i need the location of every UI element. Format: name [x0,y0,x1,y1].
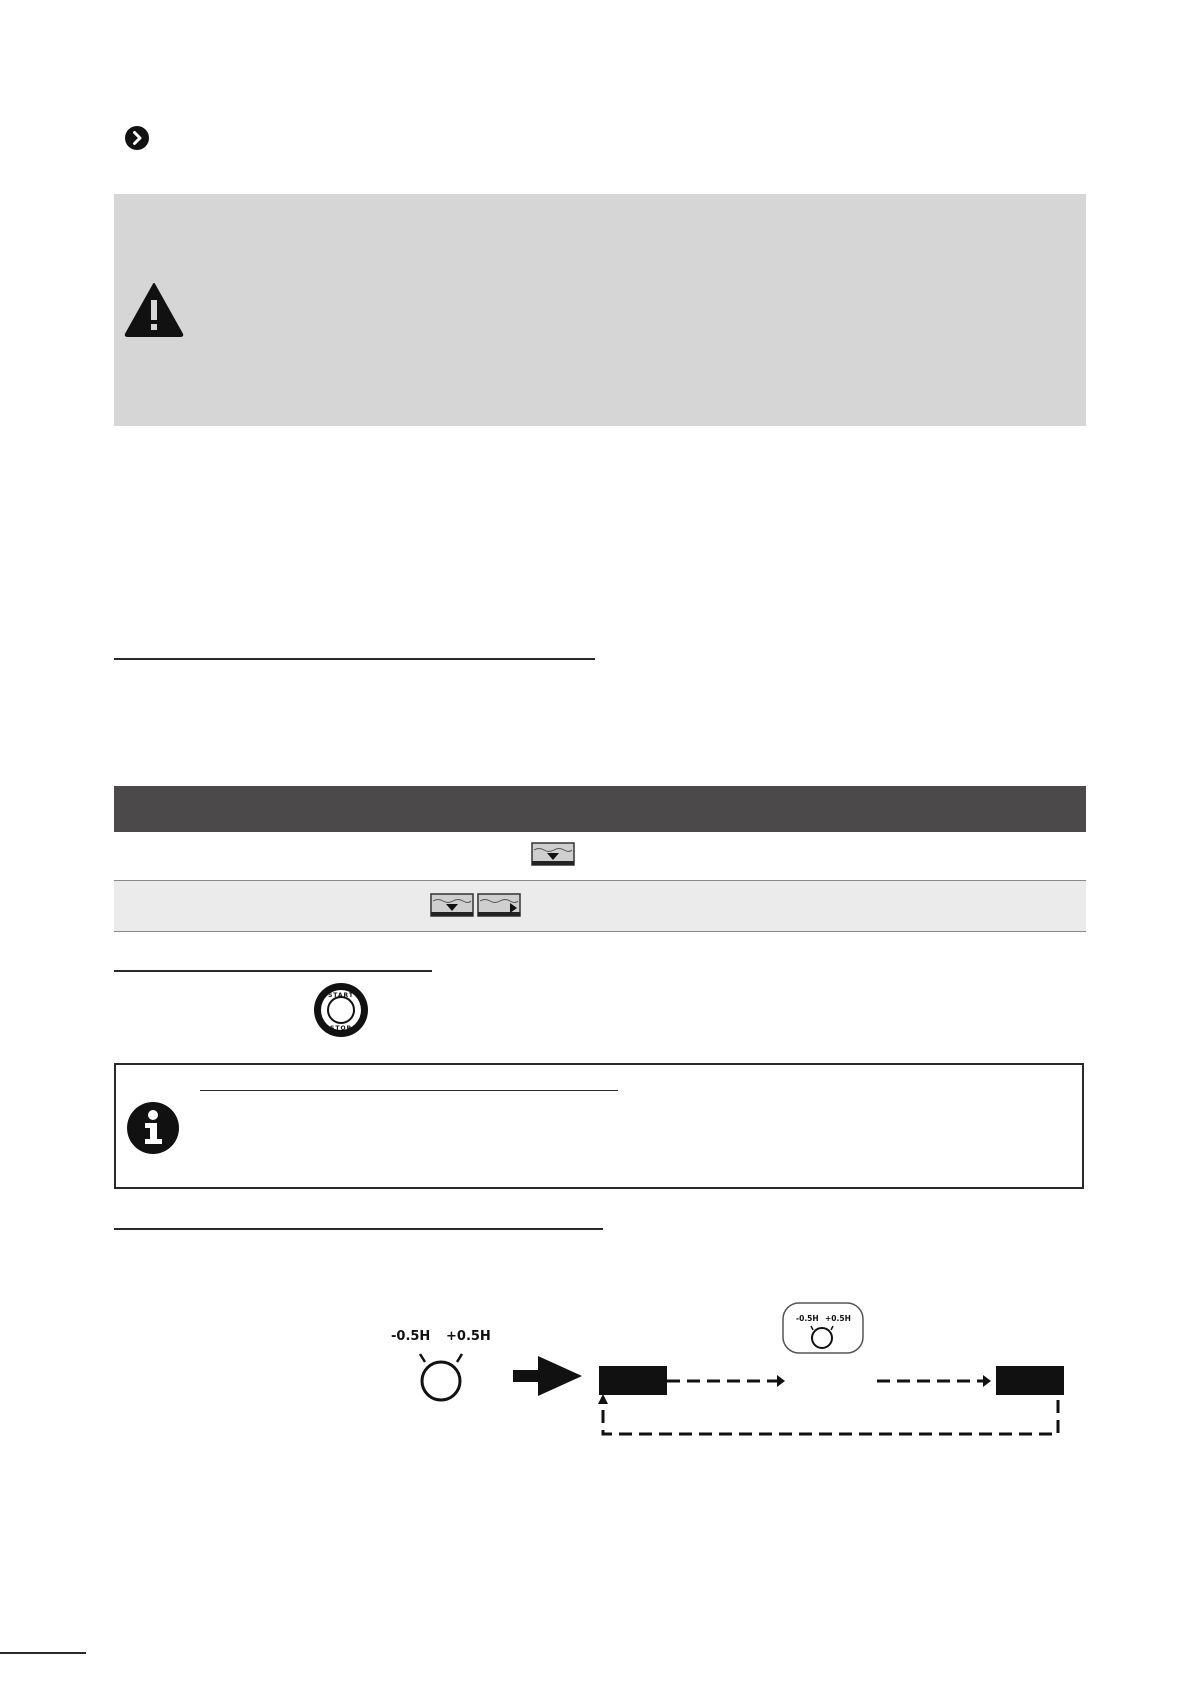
start-stop-icon [313,982,369,1038]
panel-dial-icon [783,1303,863,1353]
stop-label: STOP [330,1025,352,1032]
panel-dial-minus-label: -0.5H [796,1314,819,1323]
arrow-head [777,1375,785,1387]
table-row [114,881,1086,932]
table-row [114,832,1086,881]
dial-minus-label: -0.5H [391,1329,431,1344]
right-arrow [513,1356,582,1396]
water-level-next-icon [477,893,521,917]
warning-triangle-icon [124,282,184,338]
start-block [599,1366,667,1395]
footer-rule [0,1652,86,1654]
arrow-head [983,1375,991,1387]
end-block [996,1366,1064,1395]
arrow-head [598,1394,608,1404]
chevron-right-circle-icon [125,126,149,150]
water-level-low-icon [531,842,575,866]
water-level-low-icon [430,893,474,917]
info-heading-underline [200,1090,618,1091]
section-heading-underline [114,1228,603,1230]
start-label: START [327,992,355,999]
table-header [114,786,1086,832]
section-heading-underline [114,970,432,972]
panel-dial-plus-label: +0.5H [825,1314,851,1323]
info-box [114,1063,1084,1189]
dial-plus-label: +0.5H [446,1329,491,1344]
info-icon [126,1101,180,1155]
dial-icon [420,1354,462,1400]
section-heading-underline [114,658,595,660]
delay-cycle-diagram [380,1290,1070,1440]
warning-box [114,194,1086,426]
